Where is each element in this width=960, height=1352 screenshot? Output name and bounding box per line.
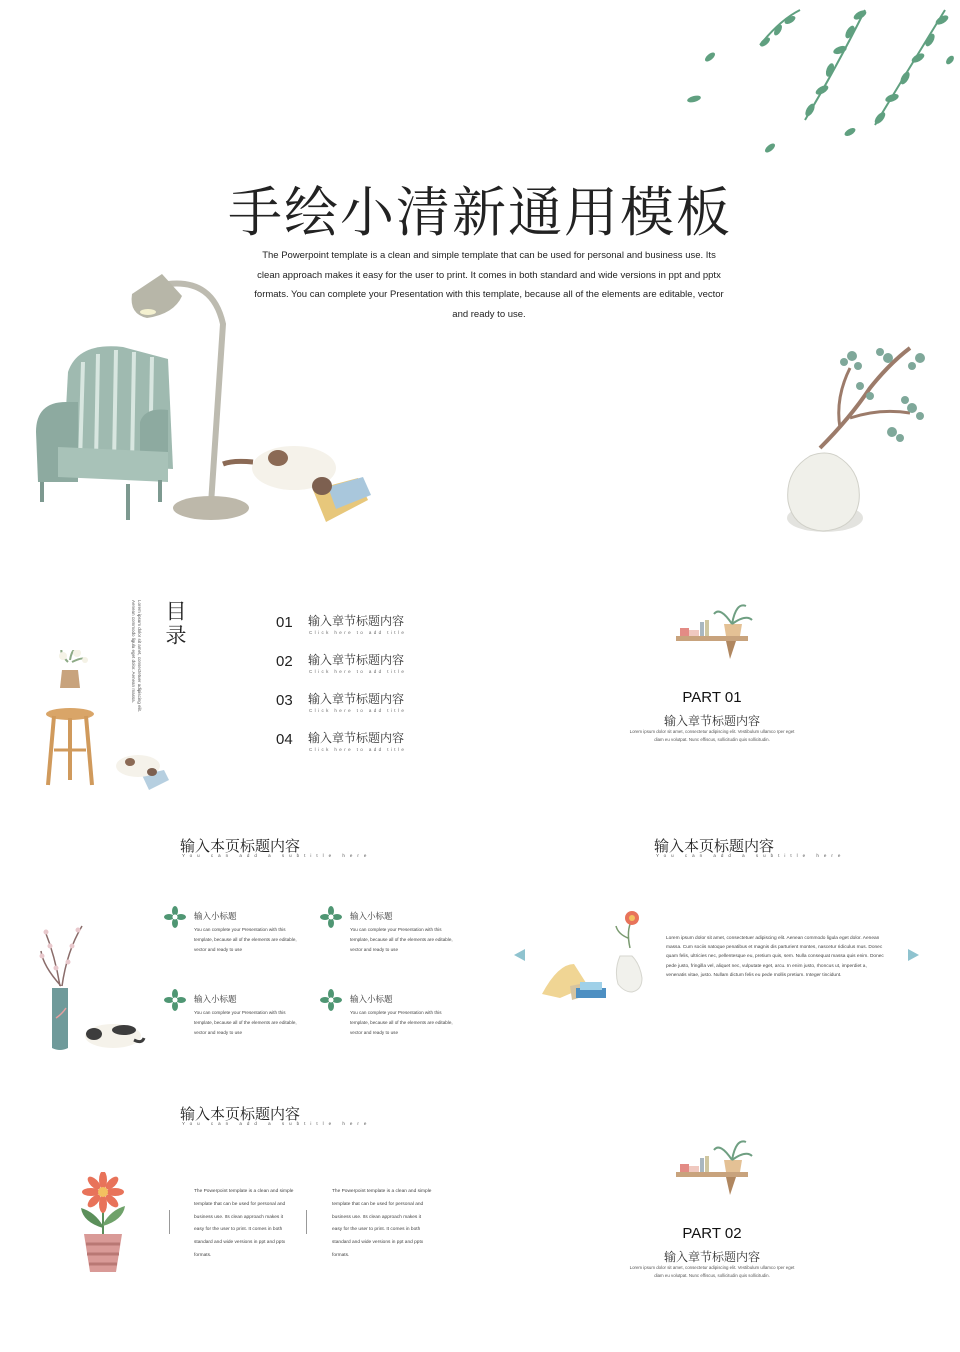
toc-item-subtitle: Click here to add title — [309, 669, 407, 674]
subheading-description: You can complete your Presentation with this template, because all of the elements are editable, vector and ready to use — [194, 927, 297, 952]
divider — [306, 1210, 307, 1234]
part-title: 输入章节标题内容 — [663, 1250, 760, 1264]
subheading-description: You can complete your Presentation with this template, because all of the elements are editable, vector and ready to use — [350, 927, 453, 952]
page-title: 输入本页标题内容 — [180, 837, 301, 855]
toc-item-title: 输入章节标题内容 — [308, 653, 405, 667]
subheading-description: You can complete your Presentation with this template, because all of the elements are editable, vector and ready to use — [350, 1010, 453, 1035]
subheading-title: 输入小标题 — [194, 995, 237, 1005]
page-title: 输入本页标题内容 — [654, 837, 775, 855]
toc-item-number: 03 — [276, 692, 293, 709]
part-description: Lorem ipsum dolor sit amet, consectetur adipiscing elit. Vestibulum ullamco rper eget diam eu volutpat. Nunc effiscus, sollicitudin quis sollicitudin. — [629, 1265, 795, 1278]
toc-item-subtitle: Click here to add title — [309, 747, 407, 752]
toc-item-subtitle: Click here to add title — [309, 630, 407, 635]
toc-heading: 目录 — [163, 600, 187, 648]
part-title: 输入章节标题内容 — [663, 714, 760, 728]
toc-item-subtitle: Click here to add title — [309, 708, 407, 713]
subheading-title: 输入小标题 — [194, 912, 237, 922]
page-subtitle: You can add a subtitle here — [182, 1121, 372, 1126]
vase-cat-illustration — [38, 918, 146, 1058]
part-label: PART 02 — [682, 1225, 742, 1242]
next-arrow-icon[interactable] — [907, 949, 919, 961]
toc-item-title: 输入章节标题内容 — [308, 731, 405, 745]
toc-side-text: Lorem ipsum dolor sit amet, consectetuer adipiscing elit. Aenean commodo ligula eget dolor. Aenean massa. — [131, 600, 142, 713]
column-text: The Powerpoint template is a clean and simple template that can be used for personal and business use. Its clean approach makes it easy for the user to print. It comes in both standard and wide versions in ppt and pptx formats. — [332, 1189, 432, 1258]
leaf-icon — [164, 989, 186, 1011]
page-title: 输入本页标题内容 — [180, 1105, 301, 1123]
hero-description: The Powerpoint template is a clean and simple template that can be used for personal and business use. Its clean approach makes it easy for the user to print. It comes in both standard and wide versions in ppt and pptx formats. You can complete your Presentation with this template, because all of the elements are editable, vector and ready to use. — [254, 250, 724, 320]
subheading-title: 输入小标题 — [350, 912, 393, 922]
subheading-description: You can complete your Presentation with this template, because all of the elements are editable, vector and ready to use — [194, 1010, 297, 1035]
page-subtitle: You can add a subtitle here — [656, 853, 846, 858]
subheading-title: 输入小标题 — [350, 995, 393, 1005]
hero-title: 手绘小清新通用模板 — [228, 181, 732, 244]
toc-item-title: 输入章节标题内容 — [308, 692, 405, 706]
stool-flower-cat-illustration — [40, 650, 172, 795]
toc-item-title: 输入章节标题内容 — [308, 614, 405, 628]
shelf-plant-illustration — [672, 1136, 758, 1198]
hero-leaves-illustration — [680, 0, 960, 160]
vase-branch-illustration — [780, 338, 940, 543]
divider — [169, 1210, 170, 1234]
armchair-lamp-cat-illustration — [28, 262, 378, 532]
part-label: PART 01 — [682, 689, 742, 706]
books-vase-illustration — [540, 908, 648, 1008]
page-subtitle: You can add a subtitle here — [182, 853, 372, 858]
leaf-icon — [164, 906, 186, 928]
leaf-icon — [320, 989, 342, 1011]
potted-flower-illustration — [74, 1172, 132, 1274]
shelf-plant-illustration — [672, 600, 758, 662]
body-text: Lorem ipsum dolor sit amet, consectetuer adipiscing elit. Aenean commodo ligula eget dolor. Aenean massa. Cum sociis natoque penatibus et magnis dis parturient montes, nascetur ridiculus mus. Donec quam felis, ultricies nec, pellentesque eu, pretium quis, sem. Nulla consequat massa quis enim. Donec pede justo, fringilla vel, aliquet nec, vulputate eget, arcu. In enim justo, rhoncus ut, imperdiet a, venenatis vitae, justo. Nullam dictum felis eu pede mollis pretium. Integer tincidunt. — [666, 936, 884, 978]
prev-arrow-icon[interactable] — [514, 949, 526, 961]
toc-item-number: 04 — [276, 731, 293, 748]
toc-item-number: 01 — [276, 614, 293, 631]
column-text: The Powerpoint template is a clean and simple template that can be used for personal and business use. Its clean approach makes it easy for the user to print. It comes in both standard and wide versions in ppt and pptx formats. — [194, 1189, 294, 1258]
leaf-icon — [320, 906, 342, 928]
toc-item-number: 02 — [276, 653, 293, 670]
part-description: Lorem ipsum dolor sit amet, consectetur adipiscing elit. Vestibulum ullamco rper eget diam eu volutpat. Nunc effiscus, sollicitudin quis sollicitudin. — [629, 729, 795, 742]
